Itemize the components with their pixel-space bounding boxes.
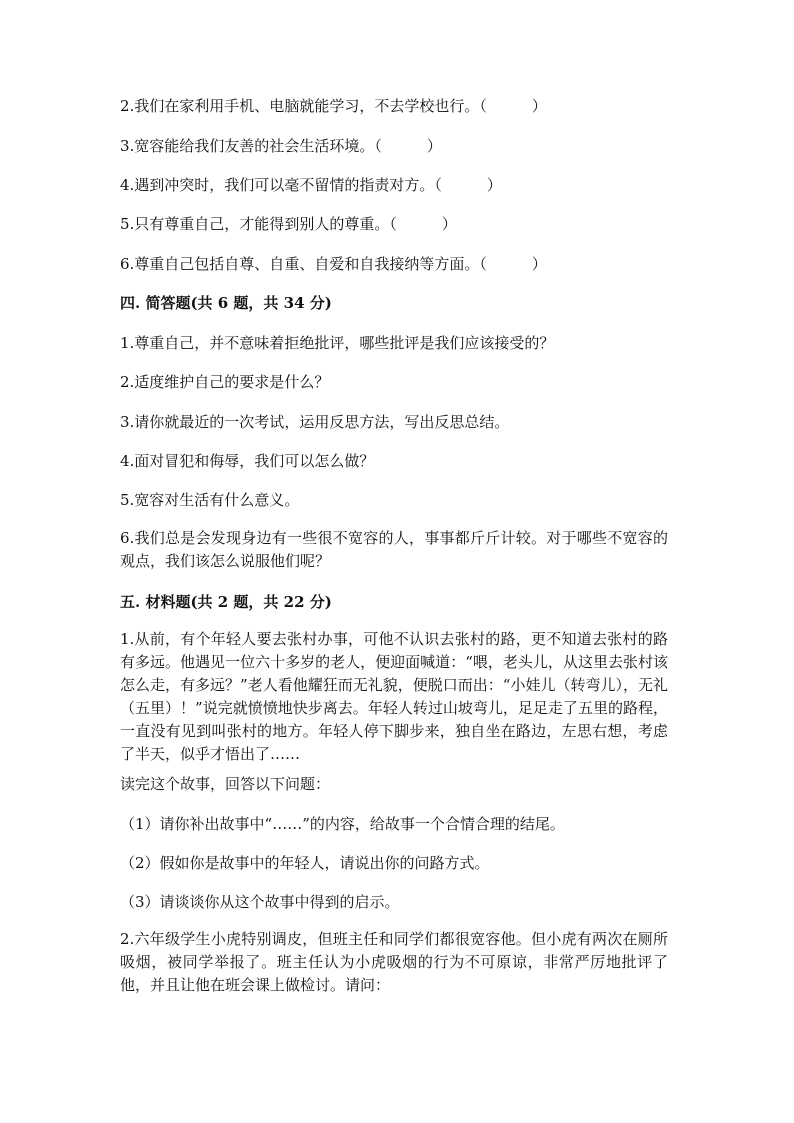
short-answer-question-3: 3.请你就最近的一次考试，运用反思方法，写出反思总结。	[120, 413, 510, 431]
judge-question-4: 4.遇到冲突时，我们可以毫不留情的指责对方。（ ）	[120, 176, 502, 194]
material-question-1-prompt: 读完这个故事，回答以下问题：	[120, 775, 331, 793]
short-answer-question-2: 2.适度维护自己的要求是什么？	[120, 373, 330, 391]
judge-question-6: 6.尊重自己包括自尊、自重、自爱和自我接纳等方面。（ ）	[120, 255, 547, 273]
section-5-heading: 五. 材料题(共 2 题，共 22 分)	[120, 593, 332, 611]
judge-question-5: 5.只有尊重自己，才能得到别人的尊重。（ ）	[120, 215, 457, 233]
material-question-1-sub-1: （1）请你补出故事中“……”的内容，给故事一个合情合理的结尾。	[120, 815, 565, 833]
section-4-heading: 四. 简答题(共 6 题，共 34 分)	[120, 294, 332, 312]
short-answer-question-4: 4.面对冒犯和侮辱，我们可以怎么做？	[120, 452, 375, 470]
material-question-2-text: 2.六年级学生小虎特别调皮，但班主任和同学们都很宽容他。但小虎有两次在厕所吸烟，被同学举报了。班主任认为小虎吸烟的行为不可原谅，非常严厉地批评了他，并且让他在班会课上做检讨。请问：	[120, 930, 668, 994]
judge-question-3: 3.宽容能给我们友善的社会生活环境。（ ）	[120, 137, 442, 155]
material-question-1-sub-3: （3）请谈谈你从这个故事中得到的启示。	[120, 893, 400, 911]
judge-question-2: 2.我们在家利用手机、电脑就能学习，不去学校也行。（ ）	[120, 97, 547, 115]
short-answer-question-1: 1.尊重自己，并不意味着拒绝批评，哪些批评是我们应该接受的？	[120, 334, 555, 352]
short-answer-question-5: 5.宽容对生活有什么意义。	[120, 491, 300, 509]
short-answer-question-6: 6.我们总是会发现身边有一些很不宽容的人，事事都斤斤计较。对于哪些不宽容的观点，我们该怎么说服他们呢？	[120, 529, 668, 570]
material-question-1-sub-2: （2）假如你是故事中的年轻人，请说出你的问路方式。	[120, 854, 490, 872]
material-question-1-text: 1.从前，有个年轻人要去张村办事，可他不认识去张村的路，更不知道去张村的路有多远。他遇见一位六十多岁的老人，便迎面喊道：“喂，老头儿，从这里去张村该怎么走，有多远？”老人看他耀狂而无礼貌，便脱口而出：“小娃儿（转弯儿），无礼（五里）！”说完就愤愤地快步离去。年轻人转过山坡弯儿，足足走了五里的路程，一直没有见到叫张村的地方。年轻人停下脚步来，独自坐在路边，左思右想，考虑了半天，似乎才悟出了……	[120, 630, 668, 763]
